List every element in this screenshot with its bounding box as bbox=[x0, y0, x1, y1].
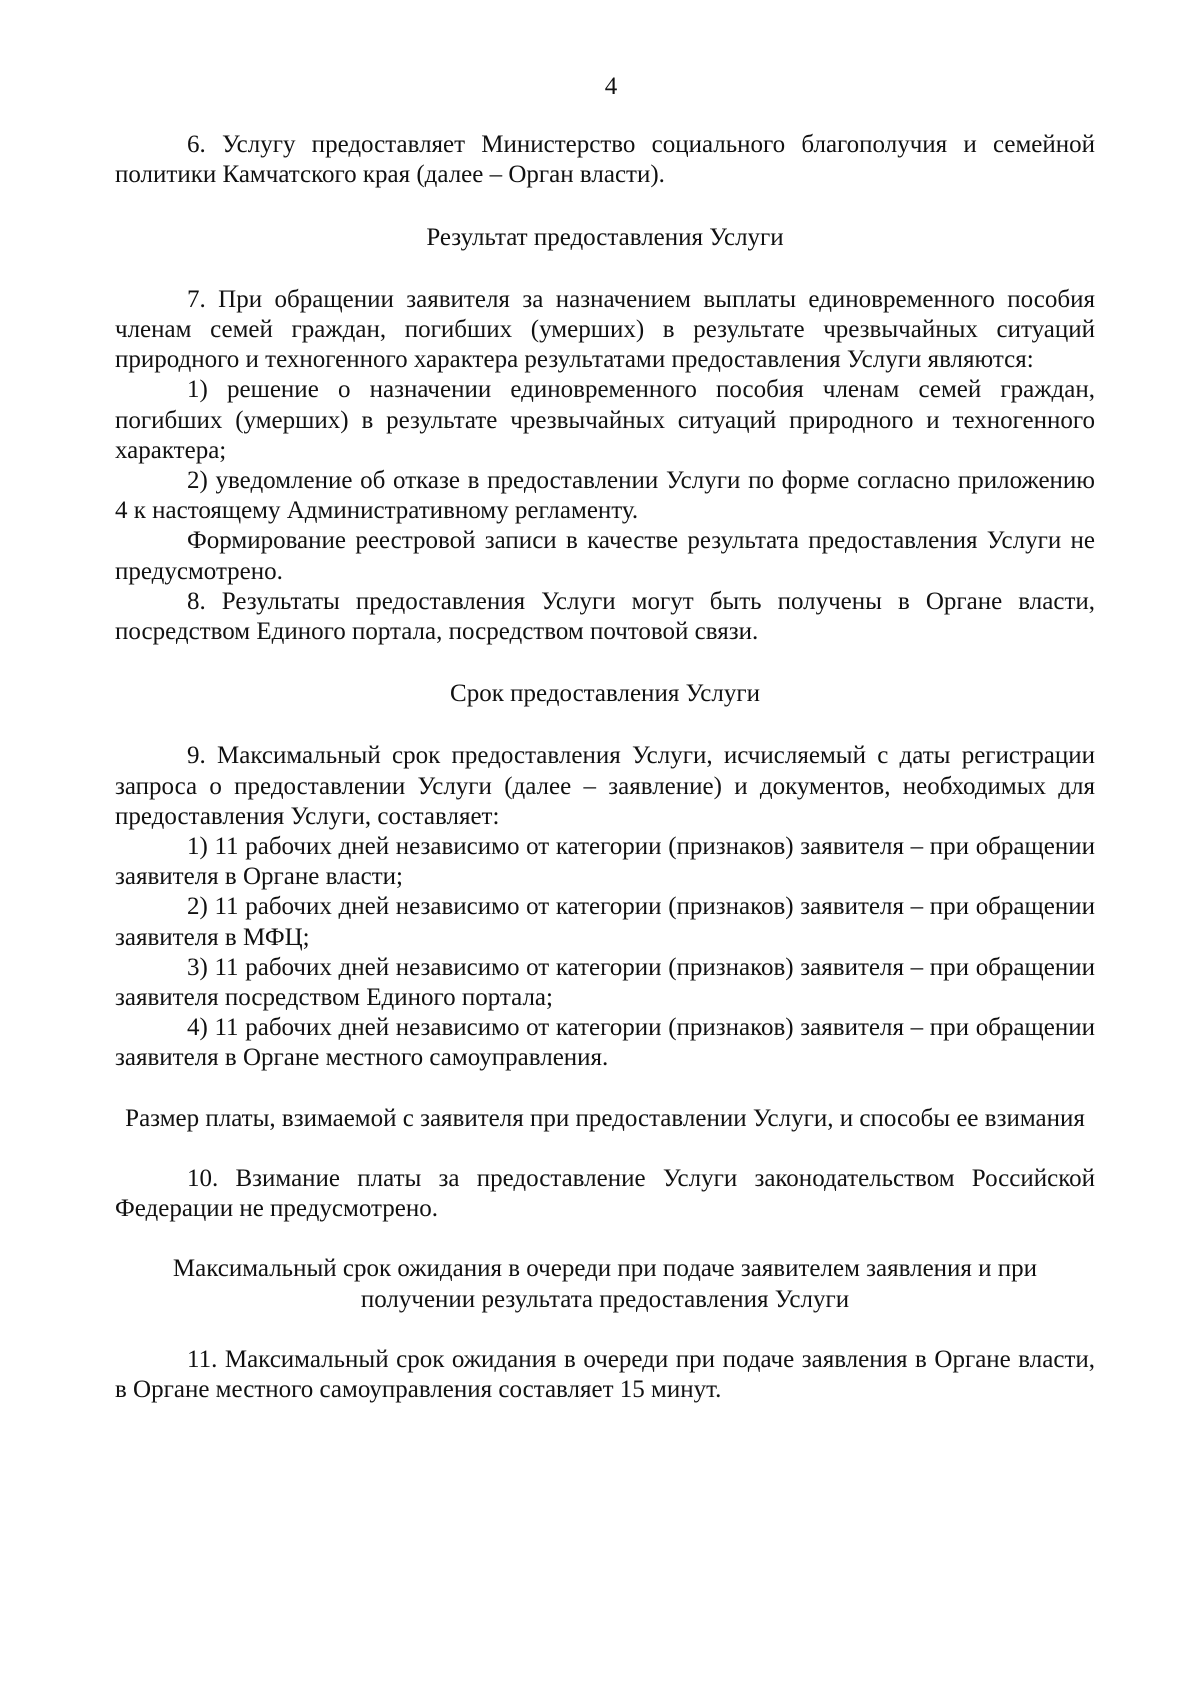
paragraph-7: 7. При обращении заявителя за назначением выплаты единовременного пособия членам семей граждан, погибших (умерших) в результате чрезвычайных ситуаций природного и техногенного характера результатами предоставления Услуги являются: bbox=[115, 285, 1095, 374]
paragraph-9: 9. Максимальный срок предоставления Услуги, исчисляемый с даты регистрации запроса о предоставлении Услуги (далее – заявление) и документов, необходимых для предоставления Услуги, составляет: bbox=[115, 742, 1095, 830]
paragraph-10: 10. Взимание платы за предоставление Услуги законодательством Российской Федерации не предусмотрено. bbox=[115, 1164, 1095, 1223]
paragraph-6: 6. Услугу предоставляет Министерство социального благополучия и семейной политики Камчатского края (далее – Орган власти). bbox=[115, 131, 1095, 189]
paragraph-11: 11. Максимальный срок ожидания в очереди при подаче заявления в Органе власти, в Органе местного самоуправления составляет 15 минут. bbox=[115, 1345, 1095, 1403]
heading-result: Результат предоставления Услуги bbox=[426, 223, 784, 251]
paragraph-9-item-3: 3) 11 рабочих дней независимо от категории (признаков) заявителя – при обращении заявителя посредством Единого портала; bbox=[115, 953, 1095, 1012]
heading-queue: Максимальный срок ожидания в очереди при подаче заявителем заявления и при получении результата предоставления Услуги bbox=[172, 1255, 1038, 1313]
paragraph-9-item-1: 1) 11 рабочих дней независимо от категории (признаков) заявителя – при обращении заявителя в Органе власти; bbox=[115, 833, 1095, 891]
page-number: 4 bbox=[604, 73, 618, 100]
heading-term: Срок предоставления Услуги bbox=[450, 680, 760, 708]
paragraph-7-item-2: 2) уведомление об отказе в предоставлении Услуги по форме согласно приложению 4 к настоящему Административному регламенту. bbox=[115, 467, 1095, 525]
paragraph-7-item-1: 1) решение о назначении единовременного пособия членам семей граждан, погибших (умерших) в результате чрезвычайных ситуаций природного и техногенного характера; bbox=[115, 376, 1095, 464]
paragraph-9-item-4: 4) 11 рабочих дней независимо от категории (признаков) заявителя – при обращении заявителя в Органе местного самоуправления. bbox=[115, 1014, 1095, 1072]
heading-fee: Размер платы, взимаемой с заявителя при предоставлении Услуги, и способы ее взимания bbox=[125, 1104, 1085, 1132]
paragraph-9-item-2: 2) 11 рабочих дней независимо от категории (признаков) заявителя – при обращении заявителя в МФЦ; bbox=[115, 893, 1095, 951]
paragraph-8: 8. Результаты предоставления Услуги могут быть получены в Органе власти, посредством Единого портала, посредством почтовой связи. bbox=[115, 587, 1095, 646]
paragraph-7-note: Формирование реестровой записи в качестве результата предоставления Услуги не предусмотрено. bbox=[115, 527, 1095, 585]
